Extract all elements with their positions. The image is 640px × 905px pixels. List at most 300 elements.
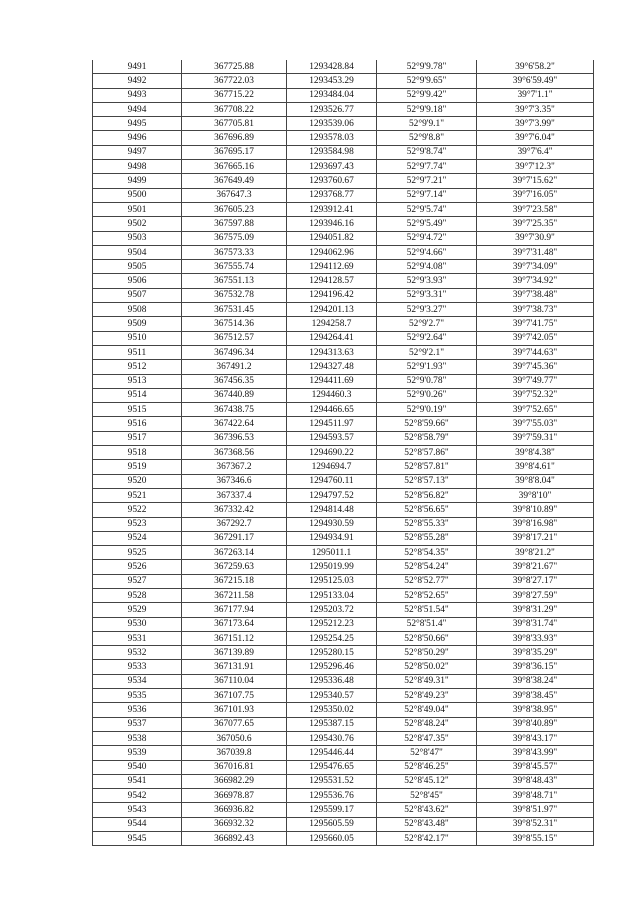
x-coordinate-cell: 367151.12 bbox=[182, 631, 287, 645]
table-row bbox=[93, 117, 594, 131]
table-row bbox=[93, 546, 594, 560]
longitude-cell: 39°8'31.29" bbox=[477, 603, 594, 617]
latitude-cell: 52°9'5.74" bbox=[377, 202, 477, 216]
table-row bbox=[93, 617, 594, 631]
latitude-cell: 52°8'55.28" bbox=[377, 531, 477, 545]
table-row bbox=[93, 746, 594, 760]
point-number-cell: 9535 bbox=[93, 689, 182, 703]
x-coordinate-cell: 366932.32 bbox=[182, 817, 287, 831]
longitude-cell: 39°7'15.62" bbox=[477, 174, 594, 188]
latitude-cell: 52°8'51.54" bbox=[377, 603, 477, 617]
latitude-cell: 52°9'5.49" bbox=[377, 217, 477, 231]
point-number-cell: 9512 bbox=[93, 360, 182, 374]
latitude-cell: 52°8'49.31" bbox=[377, 674, 477, 688]
y-coordinate-cell: 1294466.65 bbox=[287, 403, 377, 417]
x-coordinate-cell: 367695.17 bbox=[182, 145, 287, 159]
table-row bbox=[93, 331, 594, 345]
table-row bbox=[93, 474, 594, 488]
longitude-cell: 39°7'3.99" bbox=[477, 117, 594, 131]
x-coordinate-cell: 367512.57 bbox=[182, 331, 287, 345]
point-number-cell: 9503 bbox=[93, 231, 182, 245]
y-coordinate-cell: 1295430.76 bbox=[287, 731, 377, 745]
x-coordinate-cell: 367050.6 bbox=[182, 731, 287, 745]
longitude-cell: 39°7'45.36" bbox=[477, 360, 594, 374]
x-coordinate-cell: 367605.23 bbox=[182, 202, 287, 216]
longitude-cell: 39°8'27.59" bbox=[477, 588, 594, 602]
table-row bbox=[93, 245, 594, 259]
point-number-cell: 9529 bbox=[93, 603, 182, 617]
y-coordinate-cell: 1294411.69 bbox=[287, 374, 377, 388]
table-row bbox=[93, 431, 594, 445]
latitude-cell: 52°9'9.78" bbox=[377, 60, 477, 74]
x-coordinate-cell: 367555.74 bbox=[182, 260, 287, 274]
point-number-cell: 9518 bbox=[93, 446, 182, 460]
table-row bbox=[93, 574, 594, 588]
x-coordinate-cell: 367110.04 bbox=[182, 674, 287, 688]
table-row bbox=[93, 217, 594, 231]
point-number-cell: 9507 bbox=[93, 288, 182, 302]
point-number-cell: 9530 bbox=[93, 617, 182, 631]
latitude-cell: 52°8'56.82" bbox=[377, 488, 477, 502]
x-coordinate-cell: 367173.64 bbox=[182, 617, 287, 631]
y-coordinate-cell: 1294690.22 bbox=[287, 446, 377, 460]
table-row bbox=[93, 560, 594, 574]
point-number-cell: 9493 bbox=[93, 88, 182, 102]
point-number-cell: 9524 bbox=[93, 531, 182, 545]
x-coordinate-cell: 367597.88 bbox=[182, 217, 287, 231]
y-coordinate-cell: 1295476.65 bbox=[287, 760, 377, 774]
latitude-cell: 52°8'50.66" bbox=[377, 631, 477, 645]
x-coordinate-cell: 367573.33 bbox=[182, 245, 287, 259]
latitude-cell: 52°9'3.31" bbox=[377, 288, 477, 302]
table-row bbox=[93, 646, 594, 660]
x-coordinate-cell: 367575.09 bbox=[182, 231, 287, 245]
y-coordinate-cell: 1294128.57 bbox=[287, 274, 377, 288]
x-coordinate-cell: 367177.94 bbox=[182, 603, 287, 617]
longitude-cell: 39°8'40.89" bbox=[477, 717, 594, 731]
point-number-cell: 9525 bbox=[93, 546, 182, 560]
y-coordinate-cell: 1294694.7 bbox=[287, 460, 377, 474]
latitude-cell: 52°9'3.93" bbox=[377, 274, 477, 288]
longitude-cell: 39°6'58.2" bbox=[477, 60, 594, 74]
point-number-cell: 9491 bbox=[93, 60, 182, 74]
latitude-cell: 52°8'57.86" bbox=[377, 446, 477, 460]
x-coordinate-cell: 367708.22 bbox=[182, 102, 287, 116]
y-coordinate-cell: 1295212.23 bbox=[287, 617, 377, 631]
longitude-cell: 39°7'49.77" bbox=[477, 374, 594, 388]
y-coordinate-cell: 1293768.77 bbox=[287, 188, 377, 202]
point-number-cell: 9543 bbox=[93, 803, 182, 817]
point-number-cell: 9499 bbox=[93, 174, 182, 188]
x-coordinate-cell: 367215.18 bbox=[182, 574, 287, 588]
point-number-cell: 9513 bbox=[93, 374, 182, 388]
coordinates-table bbox=[92, 60, 594, 846]
longitude-cell: 39°8'45.57" bbox=[477, 760, 594, 774]
table-row bbox=[93, 403, 594, 417]
point-number-cell: 9538 bbox=[93, 731, 182, 745]
x-coordinate-cell: 367422.64 bbox=[182, 417, 287, 431]
table-row bbox=[93, 717, 594, 731]
y-coordinate-cell: 1294201.13 bbox=[287, 303, 377, 317]
x-coordinate-cell: 367696.89 bbox=[182, 131, 287, 145]
longitude-cell: 39°8'4.61" bbox=[477, 460, 594, 474]
table-row bbox=[93, 102, 594, 116]
longitude-cell: 39°8'10.89" bbox=[477, 503, 594, 517]
longitude-cell: 39°8'43.17" bbox=[477, 731, 594, 745]
y-coordinate-cell: 1295660.05 bbox=[287, 832, 377, 846]
latitude-cell: 52°8'48.24" bbox=[377, 717, 477, 731]
latitude-cell: 52°8'42.17" bbox=[377, 832, 477, 846]
x-coordinate-cell: 367039.8 bbox=[182, 746, 287, 760]
latitude-cell: 52°9'2.7" bbox=[377, 317, 477, 331]
x-coordinate-cell: 367440.89 bbox=[182, 388, 287, 402]
latitude-cell: 52°8'52.65" bbox=[377, 588, 477, 602]
table-row bbox=[93, 374, 594, 388]
longitude-cell: 39°8'38.95" bbox=[477, 703, 594, 717]
latitude-cell: 52°9'7.14" bbox=[377, 188, 477, 202]
x-coordinate-cell: 367532.78 bbox=[182, 288, 287, 302]
y-coordinate-cell: 1295599.17 bbox=[287, 803, 377, 817]
y-coordinate-cell: 1295350.02 bbox=[287, 703, 377, 717]
y-coordinate-cell: 1295296.46 bbox=[287, 660, 377, 674]
y-coordinate-cell: 1294196.42 bbox=[287, 288, 377, 302]
y-coordinate-cell: 1293946.16 bbox=[287, 217, 377, 231]
longitude-cell: 39°7'30.9" bbox=[477, 231, 594, 245]
point-number-cell: 9504 bbox=[93, 245, 182, 259]
y-coordinate-cell: 1294593.57 bbox=[287, 431, 377, 445]
y-coordinate-cell: 1294814.48 bbox=[287, 503, 377, 517]
latitude-cell: 52°9'9.42" bbox=[377, 88, 477, 102]
longitude-cell: 39°8'35.29" bbox=[477, 646, 594, 660]
point-number-cell: 9526 bbox=[93, 560, 182, 574]
latitude-cell: 52°9'0.19" bbox=[377, 403, 477, 417]
latitude-cell: 52°9'8.8" bbox=[377, 131, 477, 145]
point-number-cell: 9514 bbox=[93, 388, 182, 402]
latitude-cell: 52°9'4.08" bbox=[377, 260, 477, 274]
x-coordinate-cell: 367368.56 bbox=[182, 446, 287, 460]
longitude-cell: 39°7'34.92" bbox=[477, 274, 594, 288]
point-number-cell: 9505 bbox=[93, 260, 182, 274]
y-coordinate-cell: 1295536.76 bbox=[287, 789, 377, 803]
x-coordinate-cell: 367259.63 bbox=[182, 560, 287, 574]
x-coordinate-cell: 367291.17 bbox=[182, 531, 287, 545]
x-coordinate-cell: 367514.36 bbox=[182, 317, 287, 331]
x-coordinate-cell: 367715.22 bbox=[182, 88, 287, 102]
x-coordinate-cell: 367332.42 bbox=[182, 503, 287, 517]
table-row bbox=[93, 88, 594, 102]
latitude-cell: 52°9'9.65" bbox=[377, 74, 477, 88]
x-coordinate-cell: 367367.2 bbox=[182, 460, 287, 474]
table-row bbox=[93, 460, 594, 474]
latitude-cell: 52°8'46.25" bbox=[377, 760, 477, 774]
table-row bbox=[93, 689, 594, 703]
y-coordinate-cell: 1293578.03 bbox=[287, 131, 377, 145]
y-coordinate-cell: 1295125.03 bbox=[287, 574, 377, 588]
x-coordinate-cell: 367396.53 bbox=[182, 431, 287, 445]
x-coordinate-cell: 367649.49 bbox=[182, 174, 287, 188]
x-coordinate-cell: 366936.82 bbox=[182, 803, 287, 817]
table-row bbox=[93, 174, 594, 188]
longitude-cell: 39°8'43.99" bbox=[477, 746, 594, 760]
point-number-cell: 9532 bbox=[93, 646, 182, 660]
x-coordinate-cell: 367016.81 bbox=[182, 760, 287, 774]
point-number-cell: 9506 bbox=[93, 274, 182, 288]
y-coordinate-cell: 1295133.04 bbox=[287, 588, 377, 602]
latitude-cell: 52°8'47.35" bbox=[377, 731, 477, 745]
longitude-cell: 39°8'8.04" bbox=[477, 474, 594, 488]
point-number-cell: 9540 bbox=[93, 760, 182, 774]
latitude-cell: 52°8'54.24" bbox=[377, 560, 477, 574]
table-row bbox=[93, 446, 594, 460]
latitude-cell: 52°8'49.23" bbox=[377, 689, 477, 703]
point-number-cell: 9542 bbox=[93, 789, 182, 803]
longitude-cell: 39°8'48.71" bbox=[477, 789, 594, 803]
latitude-cell: 52°8'45.12" bbox=[377, 774, 477, 788]
y-coordinate-cell: 1294797.52 bbox=[287, 488, 377, 502]
x-coordinate-cell: 367077.65 bbox=[182, 717, 287, 731]
point-number-cell: 9516 bbox=[93, 417, 182, 431]
y-coordinate-cell: 1293760.67 bbox=[287, 174, 377, 188]
table-row bbox=[93, 803, 594, 817]
point-number-cell: 9519 bbox=[93, 460, 182, 474]
x-coordinate-cell: 366892.43 bbox=[182, 832, 287, 846]
table-row bbox=[93, 317, 594, 331]
longitude-cell: 39°7'52.32" bbox=[477, 388, 594, 402]
longitude-cell: 39°7'44.63" bbox=[477, 345, 594, 359]
longitude-cell: 39°7'42.05" bbox=[477, 331, 594, 345]
longitude-cell: 39°8'55.15" bbox=[477, 832, 594, 846]
table-row bbox=[93, 145, 594, 159]
latitude-cell: 52°8'43.48" bbox=[377, 817, 477, 831]
x-coordinate-cell: 367211.58 bbox=[182, 588, 287, 602]
point-number-cell: 9531 bbox=[93, 631, 182, 645]
latitude-cell: 52°8'43.62" bbox=[377, 803, 477, 817]
table-row bbox=[93, 517, 594, 531]
y-coordinate-cell: 1294051.82 bbox=[287, 231, 377, 245]
y-coordinate-cell: 1294930.59 bbox=[287, 517, 377, 531]
y-coordinate-cell: 1295605.59 bbox=[287, 817, 377, 831]
table-row bbox=[93, 288, 594, 302]
point-number-cell: 9492 bbox=[93, 74, 182, 88]
y-coordinate-cell: 1295387.15 bbox=[287, 717, 377, 731]
longitude-cell: 39°7'1.1" bbox=[477, 88, 594, 102]
table-row bbox=[93, 531, 594, 545]
x-coordinate-cell: 367337.4 bbox=[182, 488, 287, 502]
table-row bbox=[93, 774, 594, 788]
table-row bbox=[93, 631, 594, 645]
point-number-cell: 9541 bbox=[93, 774, 182, 788]
y-coordinate-cell: 1294112.69 bbox=[287, 260, 377, 274]
latitude-cell: 52°9'8.74" bbox=[377, 145, 477, 159]
y-coordinate-cell: 1293453.29 bbox=[287, 74, 377, 88]
y-coordinate-cell: 1295011.1 bbox=[287, 546, 377, 560]
longitude-cell: 39°7'6.04" bbox=[477, 131, 594, 145]
longitude-cell: 39°7'6.4" bbox=[477, 145, 594, 159]
table-row bbox=[93, 160, 594, 174]
point-number-cell: 9534 bbox=[93, 674, 182, 688]
table-row bbox=[93, 674, 594, 688]
latitude-cell: 52°9'1.93" bbox=[377, 360, 477, 374]
y-coordinate-cell: 1293484.04 bbox=[287, 88, 377, 102]
y-coordinate-cell: 1295254.25 bbox=[287, 631, 377, 645]
x-coordinate-cell: 367438.75 bbox=[182, 403, 287, 417]
table-row bbox=[93, 345, 594, 359]
point-number-cell: 9521 bbox=[93, 488, 182, 502]
table-row bbox=[93, 603, 594, 617]
y-coordinate-cell: 1293697.43 bbox=[287, 160, 377, 174]
point-number-cell: 9533 bbox=[93, 660, 182, 674]
longitude-cell: 39°6'59.49" bbox=[477, 74, 594, 88]
x-coordinate-cell: 367491.2 bbox=[182, 360, 287, 374]
longitude-cell: 39°7'55.03" bbox=[477, 417, 594, 431]
longitude-cell: 39°8'21.2" bbox=[477, 546, 594, 560]
table-row bbox=[93, 231, 594, 245]
point-number-cell: 9539 bbox=[93, 746, 182, 760]
table-row bbox=[93, 74, 594, 88]
longitude-cell: 39°7'31.48" bbox=[477, 245, 594, 259]
latitude-cell: 52°9'7.74" bbox=[377, 160, 477, 174]
point-number-cell: 9515 bbox=[93, 403, 182, 417]
x-coordinate-cell: 367101.93 bbox=[182, 703, 287, 717]
table-row bbox=[93, 388, 594, 402]
y-coordinate-cell: 1293526.77 bbox=[287, 102, 377, 116]
point-number-cell: 9497 bbox=[93, 145, 182, 159]
y-coordinate-cell: 1295531.52 bbox=[287, 774, 377, 788]
table-row bbox=[93, 131, 594, 145]
x-coordinate-cell: 367551.13 bbox=[182, 274, 287, 288]
x-coordinate-cell: 367496.34 bbox=[182, 345, 287, 359]
latitude-cell: 52°8'47" bbox=[377, 746, 477, 760]
table-row bbox=[93, 760, 594, 774]
table-row bbox=[93, 274, 594, 288]
point-number-cell: 9528 bbox=[93, 588, 182, 602]
longitude-cell: 39°7'25.35" bbox=[477, 217, 594, 231]
x-coordinate-cell: 367292.7 bbox=[182, 517, 287, 531]
latitude-cell: 52°8'52.77" bbox=[377, 574, 477, 588]
x-coordinate-cell: 367107.75 bbox=[182, 689, 287, 703]
y-coordinate-cell: 1295203.72 bbox=[287, 603, 377, 617]
x-coordinate-cell: 366982.29 bbox=[182, 774, 287, 788]
table-row bbox=[93, 789, 594, 803]
y-coordinate-cell: 1295280.15 bbox=[287, 646, 377, 660]
longitude-cell: 39°8'36.15" bbox=[477, 660, 594, 674]
point-number-cell: 9498 bbox=[93, 160, 182, 174]
y-coordinate-cell: 1293912.41 bbox=[287, 202, 377, 216]
latitude-cell: 52°8'49.04" bbox=[377, 703, 477, 717]
table-row bbox=[93, 660, 594, 674]
y-coordinate-cell: 1294460.3 bbox=[287, 388, 377, 402]
y-coordinate-cell: 1293539.06 bbox=[287, 117, 377, 131]
x-coordinate-cell: 367456.35 bbox=[182, 374, 287, 388]
point-number-cell: 9502 bbox=[93, 217, 182, 231]
latitude-cell: 52°9'0.78" bbox=[377, 374, 477, 388]
latitude-cell: 52°8'59.66" bbox=[377, 417, 477, 431]
table-row bbox=[93, 202, 594, 216]
x-coordinate-cell: 367346.6 bbox=[182, 474, 287, 488]
latitude-cell: 52°8'57.13" bbox=[377, 474, 477, 488]
table-row bbox=[93, 817, 594, 831]
y-coordinate-cell: 1293584.98 bbox=[287, 145, 377, 159]
longitude-cell: 39°8'16.98" bbox=[477, 517, 594, 531]
longitude-cell: 39°8'10" bbox=[477, 488, 594, 502]
x-coordinate-cell: 367131.91 bbox=[182, 660, 287, 674]
latitude-cell: 52°8'50.29" bbox=[377, 646, 477, 660]
latitude-cell: 52°8'45" bbox=[377, 789, 477, 803]
table-row bbox=[93, 503, 594, 517]
x-coordinate-cell: 367665.16 bbox=[182, 160, 287, 174]
point-number-cell: 9500 bbox=[93, 188, 182, 202]
longitude-cell: 39°8'52.31" bbox=[477, 817, 594, 831]
point-number-cell: 9495 bbox=[93, 117, 182, 131]
latitude-cell: 52°9'0.26" bbox=[377, 388, 477, 402]
table-row bbox=[93, 417, 594, 431]
latitude-cell: 52°9'4.72" bbox=[377, 231, 477, 245]
table-row bbox=[93, 360, 594, 374]
x-coordinate-cell: 367647.3 bbox=[182, 188, 287, 202]
longitude-cell: 39°7'59.31" bbox=[477, 431, 594, 445]
y-coordinate-cell: 1294511.97 bbox=[287, 417, 377, 431]
latitude-cell: 52°8'55.33" bbox=[377, 517, 477, 531]
latitude-cell: 52°8'51.4" bbox=[377, 617, 477, 631]
longitude-cell: 39°7'16.05" bbox=[477, 188, 594, 202]
point-number-cell: 9545 bbox=[93, 832, 182, 846]
longitude-cell: 39°7'12.3" bbox=[477, 160, 594, 174]
point-number-cell: 9523 bbox=[93, 517, 182, 531]
latitude-cell: 52°9'2.1" bbox=[377, 345, 477, 359]
x-coordinate-cell: 367705.81 bbox=[182, 117, 287, 131]
longitude-cell: 39°7'38.73" bbox=[477, 303, 594, 317]
y-coordinate-cell: 1294062.96 bbox=[287, 245, 377, 259]
latitude-cell: 52°8'57.81" bbox=[377, 460, 477, 474]
y-coordinate-cell: 1294313.63 bbox=[287, 345, 377, 359]
x-coordinate-cell: 367531.45 bbox=[182, 303, 287, 317]
y-coordinate-cell: 1294934.91 bbox=[287, 531, 377, 545]
table-row bbox=[93, 832, 594, 846]
point-number-cell: 9496 bbox=[93, 131, 182, 145]
longitude-cell: 39°8'21.67" bbox=[477, 560, 594, 574]
longitude-cell: 39°8'4.38" bbox=[477, 446, 594, 460]
latitude-cell: 52°9'3.27" bbox=[377, 303, 477, 317]
y-coordinate-cell: 1295446.44 bbox=[287, 746, 377, 760]
y-coordinate-cell: 1294258.7 bbox=[287, 317, 377, 331]
longitude-cell: 39°8'38.45" bbox=[477, 689, 594, 703]
longitude-cell: 39°7'38.48" bbox=[477, 288, 594, 302]
y-coordinate-cell: 1294264.41 bbox=[287, 331, 377, 345]
table-row bbox=[93, 488, 594, 502]
longitude-cell: 39°8'31.74" bbox=[477, 617, 594, 631]
latitude-cell: 52°9'7.21" bbox=[377, 174, 477, 188]
x-coordinate-cell: 367725.88 bbox=[182, 60, 287, 74]
latitude-cell: 52°9'2.64" bbox=[377, 331, 477, 345]
x-coordinate-cell: 367139.89 bbox=[182, 646, 287, 660]
table-row bbox=[93, 703, 594, 717]
point-number-cell: 9522 bbox=[93, 503, 182, 517]
point-number-cell: 9517 bbox=[93, 431, 182, 445]
longitude-cell: 39°8'38.24" bbox=[477, 674, 594, 688]
point-number-cell: 9501 bbox=[93, 202, 182, 216]
point-number-cell: 9537 bbox=[93, 717, 182, 731]
point-number-cell: 9520 bbox=[93, 474, 182, 488]
table-row bbox=[93, 303, 594, 317]
point-number-cell: 9510 bbox=[93, 331, 182, 345]
point-number-cell: 9509 bbox=[93, 317, 182, 331]
latitude-cell: 52°8'54.35" bbox=[377, 546, 477, 560]
table-body bbox=[93, 60, 594, 846]
longitude-cell: 39°8'48.43" bbox=[477, 774, 594, 788]
point-number-cell: 9536 bbox=[93, 703, 182, 717]
latitude-cell: 52°8'58.79" bbox=[377, 431, 477, 445]
table-row bbox=[93, 731, 594, 745]
